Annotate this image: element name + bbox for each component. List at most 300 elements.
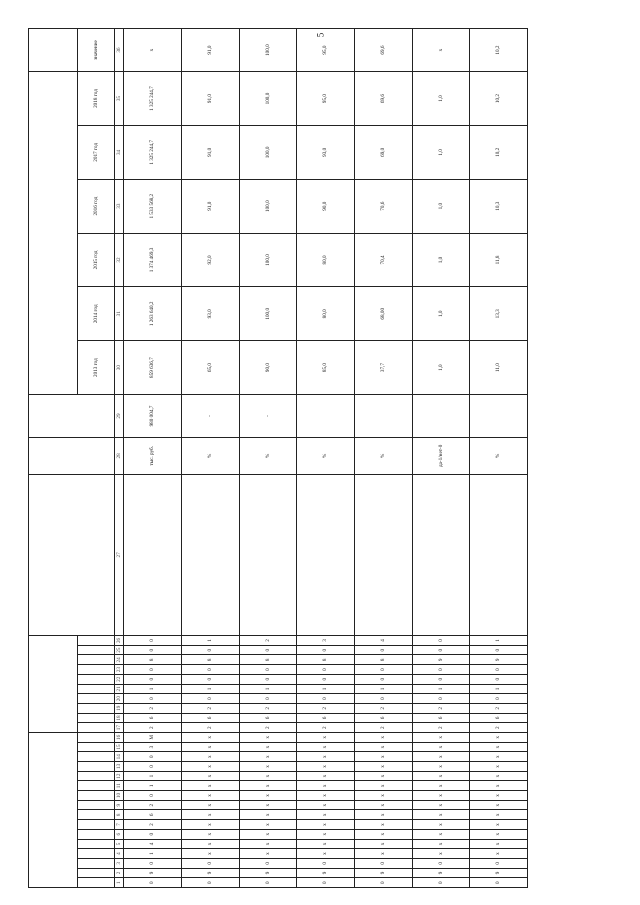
column-number: 9	[114, 800, 123, 810]
year-value-cell: 10,2	[470, 72, 528, 126]
column-number: 36	[114, 29, 123, 72]
code-subheader-cell	[78, 636, 115, 646]
code-cell: 0	[124, 694, 182, 704]
code-cell: 0	[297, 878, 355, 888]
code-cell: 0	[412, 694, 470, 704]
code-cell: х	[354, 752, 412, 762]
code-cell: х	[297, 791, 355, 801]
code-cell: 2	[297, 703, 355, 713]
code-cell: 1	[239, 684, 297, 694]
code-subheader-cell	[78, 665, 115, 675]
code-cell: 1	[181, 636, 239, 646]
code-cell: 0	[470, 858, 528, 868]
code-cell: 0	[124, 858, 182, 868]
code-cell: 9	[297, 868, 355, 878]
indicator-title	[354, 474, 412, 635]
code-cell: 8	[124, 655, 182, 665]
code-cell: 2	[470, 723, 528, 733]
code-cell: х	[470, 829, 528, 839]
code-cell: х	[181, 752, 239, 762]
code-cell: 9	[239, 868, 297, 878]
code-cell: х	[297, 771, 355, 781]
column-number: 6	[114, 829, 123, 839]
indicator-title	[297, 474, 355, 635]
column-number: 35	[114, 72, 123, 126]
code-cell: х	[239, 849, 297, 859]
financial-cell: -	[181, 395, 239, 438]
code-cell: х	[354, 820, 412, 830]
header-row-top	[29, 29, 78, 888]
code-cell: х	[239, 800, 297, 810]
code-cell: 2	[470, 703, 528, 713]
code-cell: х	[297, 752, 355, 762]
code-subheader-cell	[78, 868, 115, 878]
code-cell: 6	[124, 810, 182, 820]
code-cell: х	[181, 742, 239, 752]
code-cell: х	[181, 810, 239, 820]
column-number: 27	[114, 474, 123, 635]
year-header-1: 2014 год	[78, 287, 115, 341]
code-subheader-cell	[78, 849, 115, 859]
code-cell: 1	[412, 684, 470, 694]
unit-cell: %	[297, 438, 355, 475]
code-cell: 0	[412, 858, 470, 868]
year-value-cell: 1 263 640,2	[124, 287, 182, 341]
code-cell: 0	[124, 829, 182, 839]
code-cell: 1	[470, 684, 528, 694]
code-subheader-cell	[78, 733, 115, 743]
year-value-cell: 91,0	[181, 125, 239, 179]
column-number: 23	[114, 665, 123, 675]
code-cell: х	[412, 733, 470, 743]
financial-cell	[297, 395, 355, 438]
column-number: 13	[114, 762, 123, 772]
code-cell: 0	[181, 878, 239, 888]
code-cell: 0	[412, 665, 470, 675]
code-cell: 6	[239, 713, 297, 723]
code-cell: х	[354, 742, 412, 752]
code-cell: 6	[412, 713, 470, 723]
code-cell: х	[354, 781, 412, 791]
code-cell: х	[354, 810, 412, 820]
code-cell: х	[354, 771, 412, 781]
code-subheader-cell	[78, 839, 115, 849]
code-cell: 0	[181, 694, 239, 704]
code-cell: 1	[124, 771, 182, 781]
program-indicators-table	[28, 28, 528, 888]
year-value-cell: 69,0	[354, 125, 412, 179]
code-cell: 0	[412, 645, 470, 655]
code-cell: х	[470, 733, 528, 743]
code-cell: х	[181, 733, 239, 743]
code-cell: х	[297, 849, 355, 859]
code-cell: 0	[297, 694, 355, 704]
final-value-cell: 95,0	[297, 29, 355, 72]
year-value-cell: 10,3	[470, 179, 528, 233]
year-value-cell: 85,0	[297, 341, 355, 395]
year-value-cell: 68,00	[354, 287, 412, 341]
indicator-title	[181, 474, 239, 635]
code-cell: 0	[124, 878, 182, 888]
code-cell: 4	[354, 636, 412, 646]
code-subheader-cell	[78, 645, 115, 655]
unit-cell: да-1/нет-0	[412, 438, 470, 475]
code-cell: 0	[354, 878, 412, 888]
budget-codes-header	[29, 733, 78, 888]
code-cell: х	[470, 752, 528, 762]
year-value-cell: 95,0	[297, 72, 355, 126]
code-cell: 0	[354, 858, 412, 868]
code-cell: 0	[354, 694, 412, 704]
code-cell: 0	[470, 694, 528, 704]
code-cell: 9	[412, 868, 470, 878]
year-value-cell: 1,0	[412, 179, 470, 233]
year-value-cell: 93,0	[297, 125, 355, 179]
year-value-cell: 65,0	[181, 341, 239, 395]
code-cell: х	[470, 849, 528, 859]
code-cell: 8	[297, 655, 355, 665]
column-number: 25	[114, 645, 123, 655]
code-subheader-cell	[78, 674, 115, 684]
code-cell: х	[181, 839, 239, 849]
code-cell: х	[412, 839, 470, 849]
code-cell: 2	[239, 636, 297, 646]
column-number: 5	[114, 839, 123, 849]
code-cell: х	[354, 791, 412, 801]
code-cell: 1	[354, 684, 412, 694]
code-cell: х	[470, 762, 528, 772]
code-cell: 1	[124, 684, 182, 694]
year-value-cell: 11,0	[470, 341, 528, 395]
code-cell: х	[412, 771, 470, 781]
year-value-cell: 1 325 244,7	[124, 72, 182, 126]
code-cell: 6	[354, 713, 412, 723]
code-cell: х	[412, 781, 470, 791]
table-row	[124, 29, 182, 888]
year-value-cell: 1 325 244,7	[124, 125, 182, 179]
column-number: 29	[114, 395, 123, 438]
code-cell: 0	[354, 674, 412, 684]
code-cell: х	[412, 849, 470, 859]
code-cell: х	[297, 820, 355, 830]
code-cell: х	[239, 752, 297, 762]
financial-cell: 980 004,7	[124, 395, 182, 438]
code-cell: 1	[181, 684, 239, 694]
column-number: 28	[114, 438, 123, 475]
code-cell: х	[412, 810, 470, 820]
unit-cell: %	[470, 438, 528, 475]
code-cell: 0	[181, 665, 239, 675]
code-cell: х	[297, 733, 355, 743]
year-value-cell: 100,0	[239, 179, 297, 233]
final-value-cell: х	[412, 29, 470, 72]
code-cell: х	[470, 771, 528, 781]
code-cell: х	[297, 829, 355, 839]
code-subheader-cell	[78, 742, 115, 752]
table-row	[297, 29, 355, 888]
code-cell: х	[297, 800, 355, 810]
code-subheader-cell	[78, 878, 115, 888]
financial-cell: -	[239, 395, 297, 438]
year-value-cell: 10,2	[470, 125, 528, 179]
code-cell: х	[354, 849, 412, 859]
code-cell: 0	[124, 674, 182, 684]
code-cell: 6	[181, 713, 239, 723]
code-cell: х	[297, 742, 355, 752]
final-value-cell: х	[124, 29, 182, 72]
code-cell: 9	[181, 868, 239, 878]
code-cell: 4	[124, 839, 182, 849]
code-cell: 2	[354, 703, 412, 713]
code-cell: 0	[470, 674, 528, 684]
financial-cell	[470, 395, 528, 438]
column-number: 4	[114, 849, 123, 859]
year-value-cell: 93,0	[181, 287, 239, 341]
unit-cell: тыс. руб.	[124, 438, 182, 475]
final-value-cell: 69,6	[354, 29, 412, 72]
unit-cell: %	[181, 438, 239, 475]
code-cell: М	[124, 733, 182, 743]
code-cell: х	[470, 791, 528, 801]
code-cell: х	[412, 829, 470, 839]
code-subheader-cell	[78, 858, 115, 868]
column-number: 21	[114, 684, 123, 694]
code-cell: 0	[239, 878, 297, 888]
code-subheader-cell	[78, 752, 115, 762]
code-cell: 0	[239, 694, 297, 704]
code-cell: 9	[470, 655, 528, 665]
year-header-0: 2013 год	[78, 341, 115, 395]
code-cell: х	[470, 781, 528, 791]
financial-cell	[354, 395, 412, 438]
year-value-cell: 91,0	[181, 179, 239, 233]
year-value-cell: 100,0	[239, 125, 297, 179]
code-cell: х	[297, 810, 355, 820]
code-cell: 0	[239, 645, 297, 655]
code-cell: х	[181, 849, 239, 859]
code-subheader-cell	[78, 829, 115, 839]
code-subheader-cell	[78, 781, 115, 791]
code-cell: х	[297, 839, 355, 849]
code-cell: 0	[181, 674, 239, 684]
rotated-table-page	[28, 28, 528, 888]
column-number: 32	[114, 233, 123, 287]
column-number: 11	[114, 781, 123, 791]
year-value-cell: 859 636,7	[124, 341, 182, 395]
code-cell: 0	[239, 665, 297, 675]
code-cell: х	[239, 733, 297, 743]
year-value-cell: 70,4	[354, 233, 412, 287]
column-number-row	[114, 29, 123, 888]
column-number: 16	[114, 733, 123, 743]
year-header-4: 2017 год	[78, 125, 115, 179]
year-value-cell: 13,3	[470, 287, 528, 341]
code-subheader-cell	[78, 820, 115, 830]
code-cell: х	[239, 820, 297, 830]
code-cell: 6	[470, 713, 528, 723]
code-cell: х	[239, 781, 297, 791]
year-value-cell: 90,0	[239, 341, 297, 395]
code-cell: х	[412, 791, 470, 801]
code-cell: 0	[181, 645, 239, 655]
code-cell: 0	[124, 645, 182, 655]
code-cell: х	[181, 791, 239, 801]
code-subheader-cell	[78, 800, 115, 810]
code-cell: 8	[354, 655, 412, 665]
code-cell: х	[412, 752, 470, 762]
indicator-title	[412, 474, 470, 635]
column-number: 26	[114, 636, 123, 646]
year-value-cell: 91,0	[181, 72, 239, 126]
code-cell: х	[297, 781, 355, 791]
code-cell: 0	[124, 762, 182, 772]
year-value-cell: 1,0	[412, 341, 470, 395]
code-cell: 0	[354, 665, 412, 675]
year-header-5: 2018 год	[78, 72, 115, 126]
code-cell: 0	[412, 636, 470, 646]
code-cell: 6	[297, 713, 355, 723]
code-cell: 0	[124, 752, 182, 762]
final-subheader: значение	[78, 29, 115, 72]
code-subheader-cell	[78, 791, 115, 801]
column-number: 33	[114, 179, 123, 233]
code-cell: 2	[412, 703, 470, 713]
code-cell: 0	[297, 665, 355, 675]
code-cell: х	[181, 820, 239, 830]
column-number: 1	[114, 878, 123, 888]
code-cell: 0	[470, 665, 528, 675]
code-cell: 2	[124, 800, 182, 810]
code-cell: х	[297, 762, 355, 772]
year-value-cell: 69,6	[354, 72, 412, 126]
year-value-cell: 92,0	[181, 233, 239, 287]
final-value-cell: 10,2	[470, 29, 528, 72]
code-cell: 0	[124, 665, 182, 675]
final-value-cell: 91,0	[181, 29, 239, 72]
years-header	[29, 72, 78, 395]
code-cell: х	[239, 839, 297, 849]
code-subheader-cell	[78, 723, 115, 733]
code-subheader-cell	[78, 771, 115, 781]
year-value-cell: 1,0	[412, 233, 470, 287]
table-row	[239, 29, 297, 888]
code-cell: х	[470, 800, 528, 810]
year-value-cell: 1,0	[412, 72, 470, 126]
column-number: 17	[114, 723, 123, 733]
code-cell: 6	[124, 713, 182, 723]
financial-cell	[412, 395, 470, 438]
year-value-cell: 1 533 568,2	[124, 179, 182, 233]
code-cell: 0	[124, 791, 182, 801]
table-row	[412, 29, 470, 888]
code-cell: 9	[124, 868, 182, 878]
code-cell: х	[239, 742, 297, 752]
unit-column-header	[29, 438, 115, 475]
code-cell: 3	[297, 636, 355, 646]
code-cell: х	[181, 762, 239, 772]
year-value-cell: 80,0	[297, 233, 355, 287]
code-cell: 0	[297, 674, 355, 684]
column-number: 19	[114, 703, 123, 713]
final-value-cell: 100,0	[239, 29, 297, 72]
code-cell: х	[239, 829, 297, 839]
indicator-title	[470, 474, 528, 635]
code-cell: 2	[412, 723, 470, 733]
code-cell: 8	[239, 655, 297, 665]
year-value-cell: 11,8	[470, 233, 528, 287]
code-cell: х	[354, 839, 412, 849]
code-cell: 0	[470, 645, 528, 655]
code-cell: 0	[124, 636, 182, 646]
code-cell: х	[354, 762, 412, 772]
year-value-cell: 100,0	[239, 72, 297, 126]
code-cell: 2	[239, 723, 297, 733]
column-number: 10	[114, 791, 123, 801]
code-cell: 0	[412, 878, 470, 888]
table-row	[354, 29, 412, 888]
column-number: 24	[114, 655, 123, 665]
code-cell: х	[470, 810, 528, 820]
code-cell: 9	[470, 868, 528, 878]
code-cell: 1	[297, 684, 355, 694]
title-column-header	[29, 474, 115, 635]
code-cell: 1	[124, 849, 182, 859]
column-number: 34	[114, 125, 123, 179]
code-cell: 2	[181, 703, 239, 713]
code-cell: 0	[297, 858, 355, 868]
column-number: 14	[114, 752, 123, 762]
column-number: 15	[114, 742, 123, 752]
code-subheader-cell	[78, 762, 115, 772]
code-cell: 2	[297, 723, 355, 733]
code-cell: х	[470, 839, 528, 849]
code-cell: 8	[181, 655, 239, 665]
column-number: 7	[114, 820, 123, 830]
code-cell: х	[239, 810, 297, 820]
code-subheader-cell	[78, 684, 115, 694]
page-number: 5	[315, 32, 325, 38]
code-cell: х	[239, 771, 297, 781]
column-number: 22	[114, 674, 123, 684]
financial-column-header	[29, 395, 115, 438]
code-cell: 9	[354, 868, 412, 878]
code-cell: х	[412, 800, 470, 810]
column-number: 20	[114, 694, 123, 704]
code-cell: х	[412, 820, 470, 830]
column-number: 8	[114, 810, 123, 820]
year-header-2: 2015 год	[78, 233, 115, 287]
code-cell: 2	[354, 723, 412, 733]
code-cell: 9	[412, 655, 470, 665]
column-number: 31	[114, 287, 123, 341]
year-value-cell: 37,7	[354, 341, 412, 395]
code-cell: х	[181, 771, 239, 781]
unit-cell: %	[239, 438, 297, 475]
year-header-3: 2016 год	[78, 179, 115, 233]
code-cell: 0	[354, 645, 412, 655]
code-subheader-cell	[78, 810, 115, 820]
code-cell: 2	[124, 723, 182, 733]
code-cell: х	[354, 733, 412, 743]
code-subheader-cell	[78, 655, 115, 665]
code-cell: х	[239, 762, 297, 772]
code-cell: х	[181, 829, 239, 839]
indicator-title	[239, 474, 297, 635]
year-value-cell: 100,0	[239, 287, 297, 341]
code-cell: 0	[470, 878, 528, 888]
column-number: 18	[114, 713, 123, 723]
column-number: 30	[114, 341, 123, 395]
